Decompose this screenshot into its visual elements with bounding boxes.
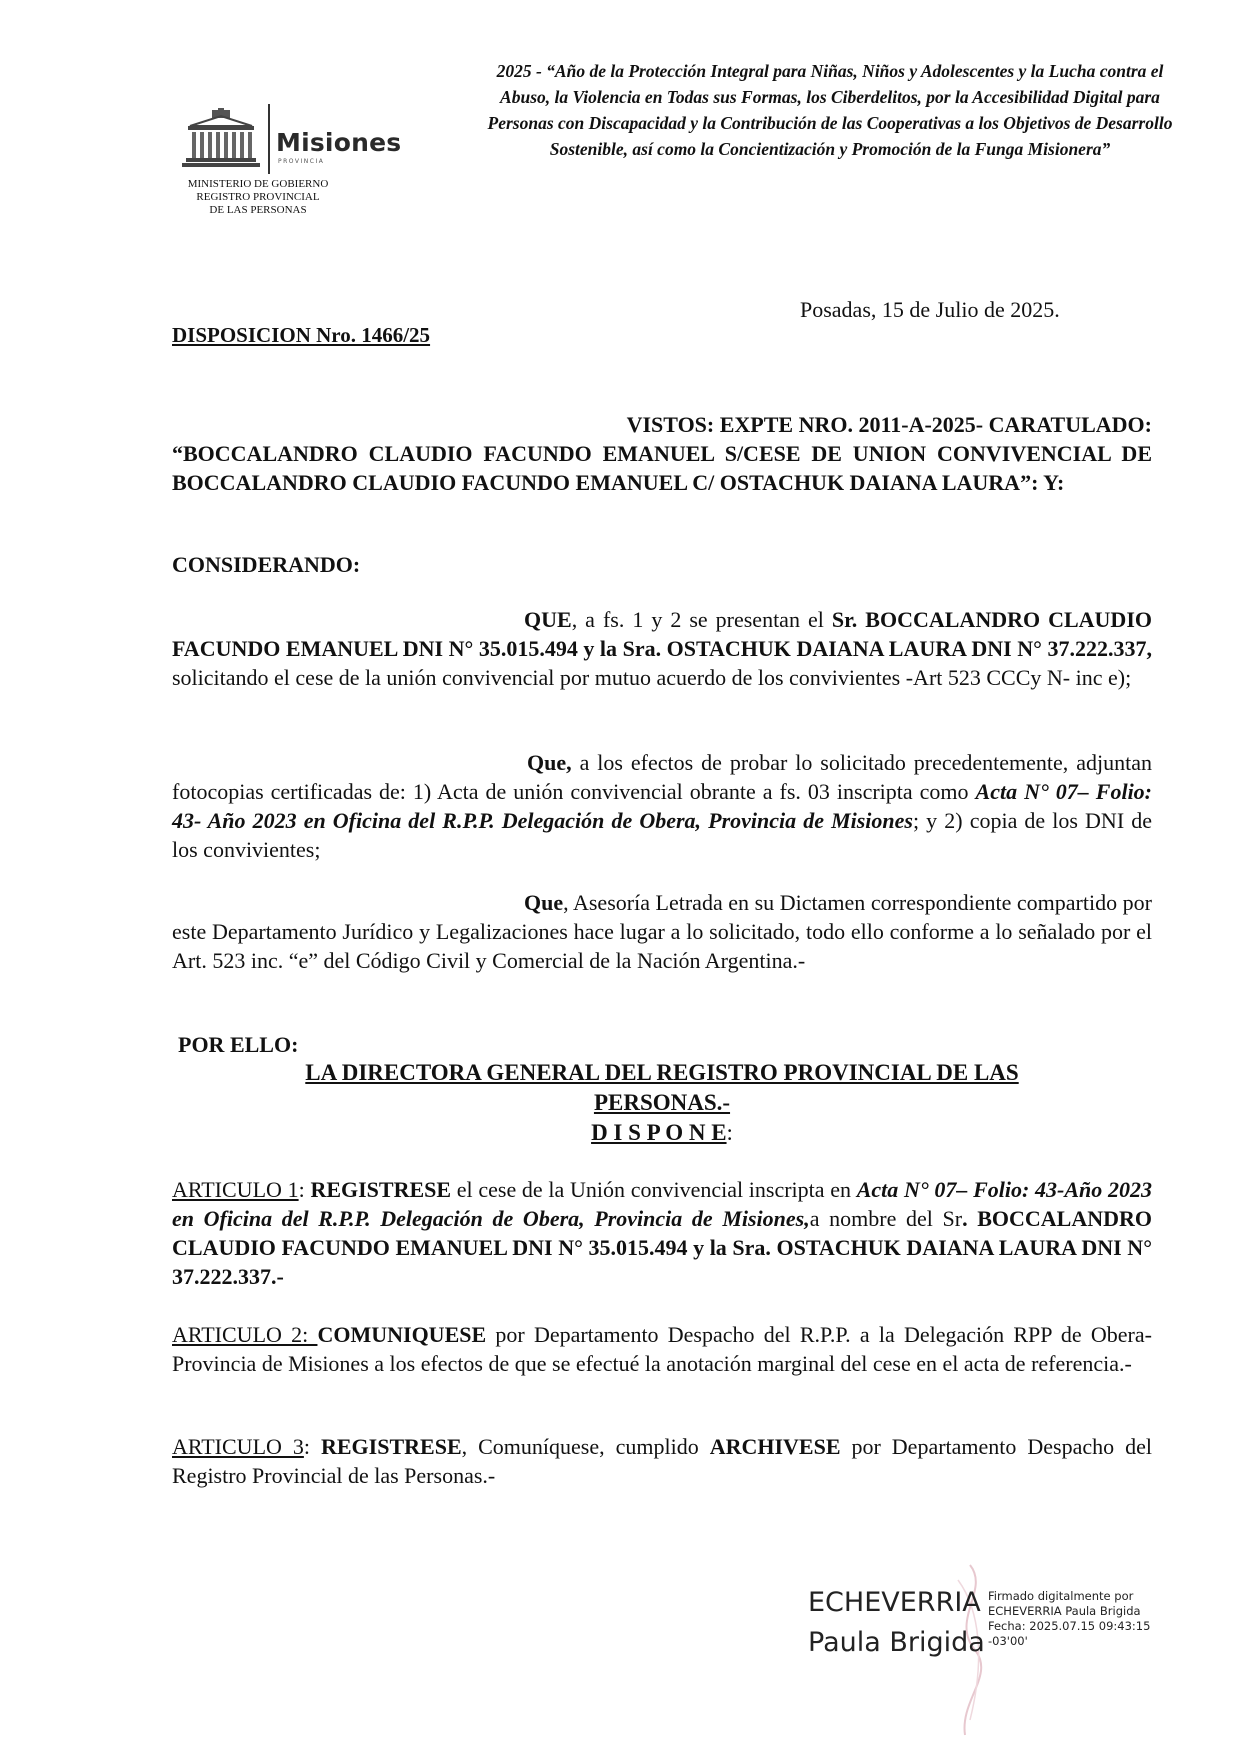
que-lead: Que,	[527, 750, 572, 775]
paragraph-text: a los efectos de probar lo solicitado precedentemente, adjuntan fotocopias certificadas de: 1) Acta de unión convivencial obrante a fs. 03 inscripta como	[172, 750, 1152, 804]
paragraph-text: , Comuníquese, cumplido	[461, 1434, 710, 1459]
acta-reference: Acta N° 07– Folio: 43- Año 2023 en Oficina del R.P.P. Delegación de Obera, Provincia de Misiones	[172, 779, 1153, 833]
considerando-paragraph-2	[172, 748, 1152, 864]
parties-names: Sr. BOCCALANDRO CLAUDIO FACUNDO EMANUEL DNI N° 35.015.494 y la Sra. OSTACHUK DAIANA LAURA DNI N° 37.222.337,	[172, 607, 1152, 661]
paragraph-text: por Departamento Despacho del R.P.P. a la Delegación RPP de Obera-Provincia de Misiones a los efectos de que se efectué la anotación marginal del cese en el acta de referencia.-	[172, 1322, 1152, 1376]
ministry-line: REGISTRO PROVINCIAL	[196, 191, 320, 203]
articulo-label: ARTICULO 2:	[172, 1322, 318, 1347]
dispone-colon: :	[726, 1120, 733, 1145]
signature-info-line: Fecha: 2025.07.15 09:43:15	[988, 1619, 1151, 1633]
paragraph-text: solicitando el cese de la unión convivencial por mutuo acuerdo de los convivientes -Art 523 CCCy N- inc e);	[172, 665, 1132, 690]
paragraph-text: por Departamento Despacho del Registro Provincial de las Personas.-	[172, 1434, 1153, 1488]
logo-name: Misiones	[276, 128, 402, 157]
considerando-paragraph-1	[172, 605, 1152, 692]
ministry-block	[163, 178, 353, 217]
considerando-paragraph-3	[172, 888, 1152, 975]
articulo-colon: :	[298, 1177, 311, 1202]
paragraph-text: ; y 2) copia de los DNI de los convivientes;	[172, 808, 1152, 862]
signature-info-line: ECHEVERRIA Paula Brigida	[988, 1604, 1141, 1618]
articulo-verb: COMUNIQUESE	[317, 1322, 487, 1347]
paragraph-text: el cese de la Unión convivencial inscripta en	[451, 1177, 857, 1202]
government-building-icon	[182, 108, 260, 168]
que-lead: QUE	[524, 607, 572, 632]
articulo-verb: REGISTRESE	[310, 1177, 452, 1202]
paragraph-text: , a fs. 1 y 2 se presentan el	[571, 607, 832, 632]
directora-heading	[172, 1058, 1152, 1148]
signer-name-line: Paula Brigida	[808, 1627, 985, 1658]
paragraph-text: a nombre del Sr	[809, 1206, 963, 1231]
articulo-verb: ARCHIVESE	[709, 1434, 841, 1459]
articulo-verb: REGISTRESE	[321, 1434, 462, 1459]
considerando-heading: CONSIDERANDO:	[172, 552, 361, 577]
articulo-2	[172, 1320, 1152, 1378]
directora-line: PERSONAS.-	[593, 1090, 731, 1115]
signature-info-line: -03'00'	[988, 1634, 1028, 1648]
paragraph-text: , Asesoría Letrada en su Dictamen correspondiente compartido por este Departamento Jurídico y Legalizaciones hace lugar a lo solicitado, todo ello conforme a lo señalado por el Art. 523 inc. “e” del Código Civil y Comercial de la Nación Argentina.-	[172, 890, 1152, 973]
dispone-heading: D I S P O N E	[591, 1120, 727, 1145]
vistos-lead: VISTOS: EXPTE NRO. 2011-A-2025- CARATULADO:	[626, 412, 1152, 437]
place-date: Posadas, 15 de Julio de 2025.	[800, 297, 1060, 322]
logo-divider	[268, 104, 270, 174]
por-ello-heading: POR ELLO:	[178, 1032, 299, 1057]
year-motto: 2025 - “Año de la Protección Integral para Niñas, Niños y Adolescentes y la Lucha contra el Abuso, la Violencia en Todas sus Formas, los Ciberdelitos, por la Accesibilidad Digital para Personas con Discapacidad y la Contribución de las Cooperativas a los Objetivos de Desarrollo Sostenible, así como la Concientización y Promoción de la Funga Misionera”	[487, 61, 1173, 159]
que-lead: Que	[524, 890, 564, 915]
signature-info-line: Firmado digitalmente por	[988, 1589, 1134, 1603]
logo-subtitle: PROVINCIA	[278, 158, 325, 165]
acta-reference: Acta N° 07– Folio: 43-Año 2023 en Oficina del R.P.P. Delegación de Obera, Provincia de Misiones,	[172, 1177, 1152, 1231]
vistos-paragraph	[172, 410, 1152, 497]
disposicion-title: DISPOSICION Nro. 1466/25	[172, 323, 431, 347]
articulo-1	[172, 1175, 1152, 1291]
digital-signature-info	[988, 1589, 1150, 1649]
ministry-line: DE LAS PERSONAS	[209, 204, 307, 216]
parties-names: . BOCCALANDRO CLAUDIO FACUNDO EMANUEL DNI N° 35.015.494 y la Sra. OSTACHUK DAIANA LAURA DNI N° 37.222.337.-	[172, 1206, 1152, 1289]
signer-name	[808, 1583, 985, 1663]
ministry-line: MINISTERIO DE GOBIERNO	[187, 178, 329, 190]
articulo-label: ARTICULO 1	[172, 1177, 299, 1202]
vistos-caratula: “BOCCALANDRO CLAUDIO FACUNDO EMANUEL S/CESE DE UNION CONVIVENCIAL DE BOCCALANDRO CLAUDIO FACUNDO EMANUEL C/ OSTACHUK DAIANA LAURA”: Y:	[172, 441, 1152, 495]
articulo-colon: :	[303, 1434, 321, 1459]
signer-name-line: ECHEVERRIA	[808, 1587, 981, 1618]
directora-line: LA DIRECTORA GENERAL DEL REGISTRO PROVINCIAL DE LAS	[305, 1060, 1019, 1085]
articulo-label: ARTICULO 3	[172, 1434, 304, 1459]
articulo-3	[172, 1432, 1152, 1490]
